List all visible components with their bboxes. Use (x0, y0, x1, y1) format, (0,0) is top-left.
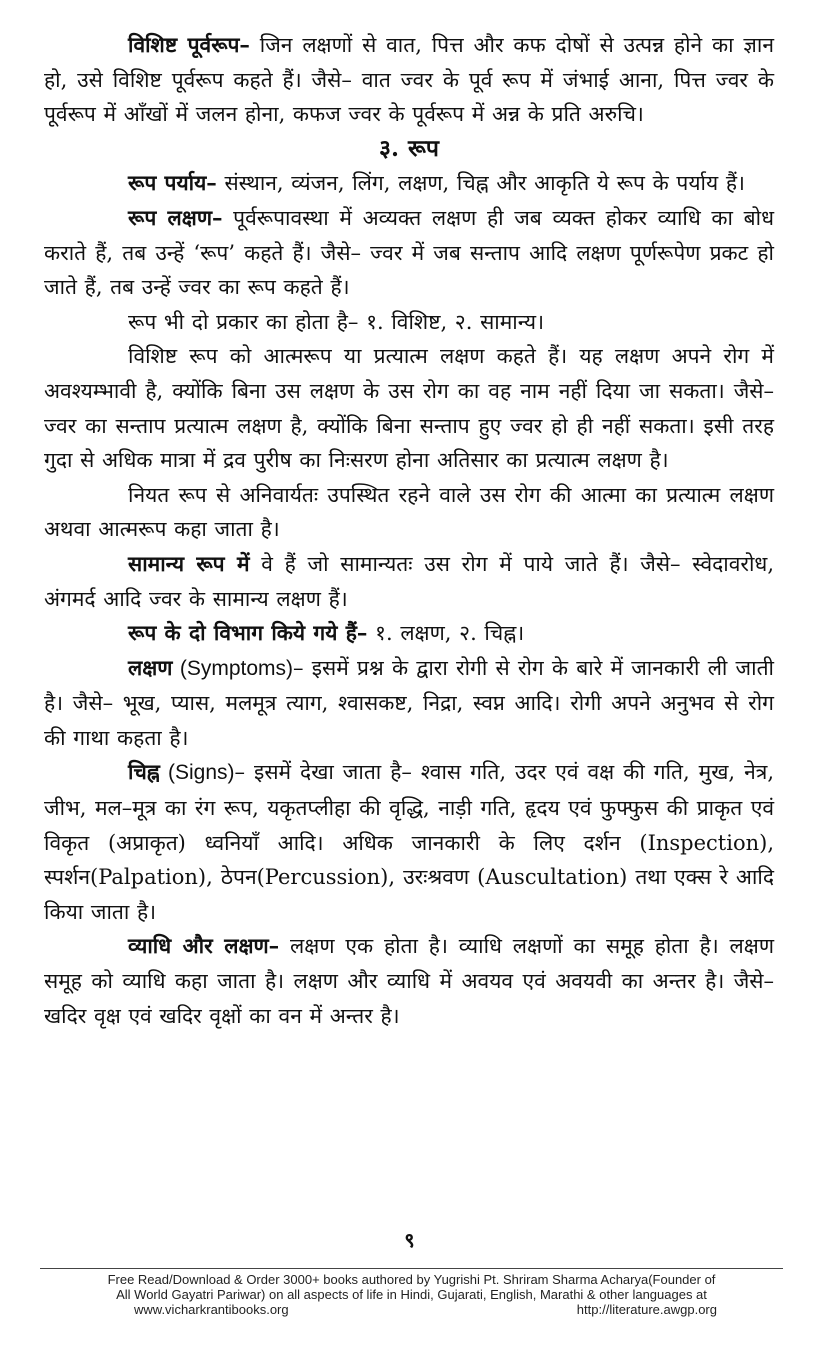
footer-line-2: All World Gayatri Pariwar) on all aspects of life in Hindi, Gujarati, English, Marathi & other languages at (116, 1287, 707, 1302)
term-samanya-roop: सामान्य रूप में (128, 550, 250, 576)
footer-divider (40, 1268, 783, 1269)
term-latin-signs: (Signs) (159, 761, 235, 785)
term-roop-lakshan: रूप लक्षण– (128, 204, 223, 230)
term-roop-vibhag: रूप के दो विभाग किये गये हैं– (128, 620, 368, 646)
paragraph-vishisht-roop: विशिष्ट रूप को आत्मरूप या प्रत्यात्म लक्षण कहते हैं। यह लक्षण अपने रोग में अवश्यम्भावी है, क्योंकि बिना उस लक्षण के उस रोग का वह नाम नहीं दिया जा सकता। जैसे– ज्वर का सन्ताप प्रत्यात्म लक्षण है, क्योंकि बिना सन्ताप हुए ज्वर हो ही नहीं सकता। इसी तरह गुदा से अधिक मात्रा में द्रव पुरीष का निःसरण होना अतिसार का प्रत्यात्म लक्षण है। (44, 344, 774, 473)
paragraph-niyat-roop: नियत रूप से अनिवार्यतः उपस्थित रहने वाले उस रोग की आत्मा का प्रत्यात्म लक्षण अथवा आत्मरूप कहा जाता है। (44, 482, 774, 542)
paragraph-text: पूर्वरूपावस्था में अव्यक्त लक्षण ही जब व्यक्त होकर व्याधि का बोध कराते हैं, तब उन्हें ‘रूप’ कहते हैं। जैसे– ज्वर में जब सन्ताप आदि लक्षण पूर्णरूपेण प्रकट हो जाते हैं, तब उन्हें ज्वर का रूप कहते हैं। (44, 205, 774, 300)
page-number: ९ (404, 1228, 415, 1252)
footer-link-vicharkranti[interactable]: www.vicharkrantibooks.org (134, 1302, 289, 1317)
paragraph-text: संस्थान, व्यंजन, लिंग, लक्षण, चिह्न और आकृति ये रूप के पर्याय हैं। (216, 171, 745, 196)
section-heading-roop: ३. रूप (379, 134, 439, 162)
term-chinh: चिह्न (128, 759, 160, 785)
paragraph-text: – इसमें देखा जाता है– श्वास गति, उदर एवं वक्ष की गति, मुख, नेत्र, जीभ, मल–मूत्र का रंग रूप, यकृतप्लीहा की वृद्धि, नाड़ी गति, हृदय एवं फुफ्फुस की प्राकृत एवं विकृत (अप्राकृत) ध्वनियाँ आदि। अधिक जानकारी के लिए दर्शन (Inspection), स्पर्शन(Palpation), ठेपन(Percussion), उरःश्रवण (Auscultation) तथा एक्स रे आदि किया जाता है। (44, 760, 774, 924)
paragraph-text: वे हैं जो सामान्यतः उस रोग में पाये जाते हैं। जैसे– स्वेदावरोध, अंगमर्द आदि ज्वर के सामान्य लक्षण हैं। (44, 551, 775, 611)
footer-link-awgp[interactable]: http://literature.awgp.org (576, 1302, 717, 1317)
footer-line-1: Free Read/Download & Order 3000+ books authored by Yugrishi Pt. Shriram Sharma Acharya(Founder of (107, 1272, 716, 1287)
paragraph-vyadhi-lakshan (44, 929, 774, 1033)
paragraph-lakshan-symptoms (44, 651, 774, 756)
paragraph-roop-lakshan (44, 201, 774, 305)
term-roop-paryay: रूप पर्याय– (128, 170, 217, 196)
footer (40, 1272, 783, 1317)
paragraph-samanya-roop (44, 547, 774, 616)
paragraph-text: १. लक्षण, २. चिह्न। (367, 621, 525, 646)
footer-links (40, 1302, 783, 1317)
paragraph-text: लक्षण एक होता है। व्याधि लक्षणों का समूह होता है। लक्षण समूह को व्याधि कहा जाता है। लक्षण और व्याधि में अवयव एवं अवयवी का अन्तर है। जैसे– खदिर वृक्ष एवं खदिर वृक्षों का वन में अन्तर है। (44, 934, 775, 1028)
term-latin-symptoms: (Symptoms) (172, 656, 294, 680)
term-lakshan: लक्षण (128, 654, 173, 680)
term-vyadhi-lakshan: व्याधि और लक्षण– (128, 933, 280, 959)
paragraph-text: जिन लक्षणों से वात, पित्त और कफ दोषों से उत्पन्न होने का ज्ञान हो, उसे विशिष्ट पूर्वरूप कहते हैं। जैसे– वात ज्वर के पूर्व रूप में जंभाई आना, पित्त ज्वर के पूर्वरूप में आँखों में जलन होना, कफज ज्वर के पूर्वरूप में अन्न के प्रति अरुचि। (44, 33, 774, 127)
term-vishisht-purvarup: विशिष्ट पूर्वरूप– (128, 32, 250, 57)
paragraph-vishisht-purvarup (44, 28, 774, 132)
paragraph-roop-paryay (44, 166, 774, 201)
paragraph-chinh-signs (44, 755, 774, 929)
paragraph-roop-types: रूप भी दो प्रकार का होता है– १. विशिष्ट, २. सामान्य। (128, 309, 545, 334)
paragraph-text: – इसमें प्रश्न के द्वारा रोगी से रोग के बारे में जानकारी ली जाती है। जैसे– भूख, प्यास, मलमूत्र त्याग, श्वासकष्ट, निद्रा, स्वप्न आदि। रोगी अपने अनुभव से रोग की गाथा कहता है। (44, 655, 774, 750)
paragraph-roop-vibhag (44, 616, 774, 651)
page-body (44, 28, 774, 1033)
